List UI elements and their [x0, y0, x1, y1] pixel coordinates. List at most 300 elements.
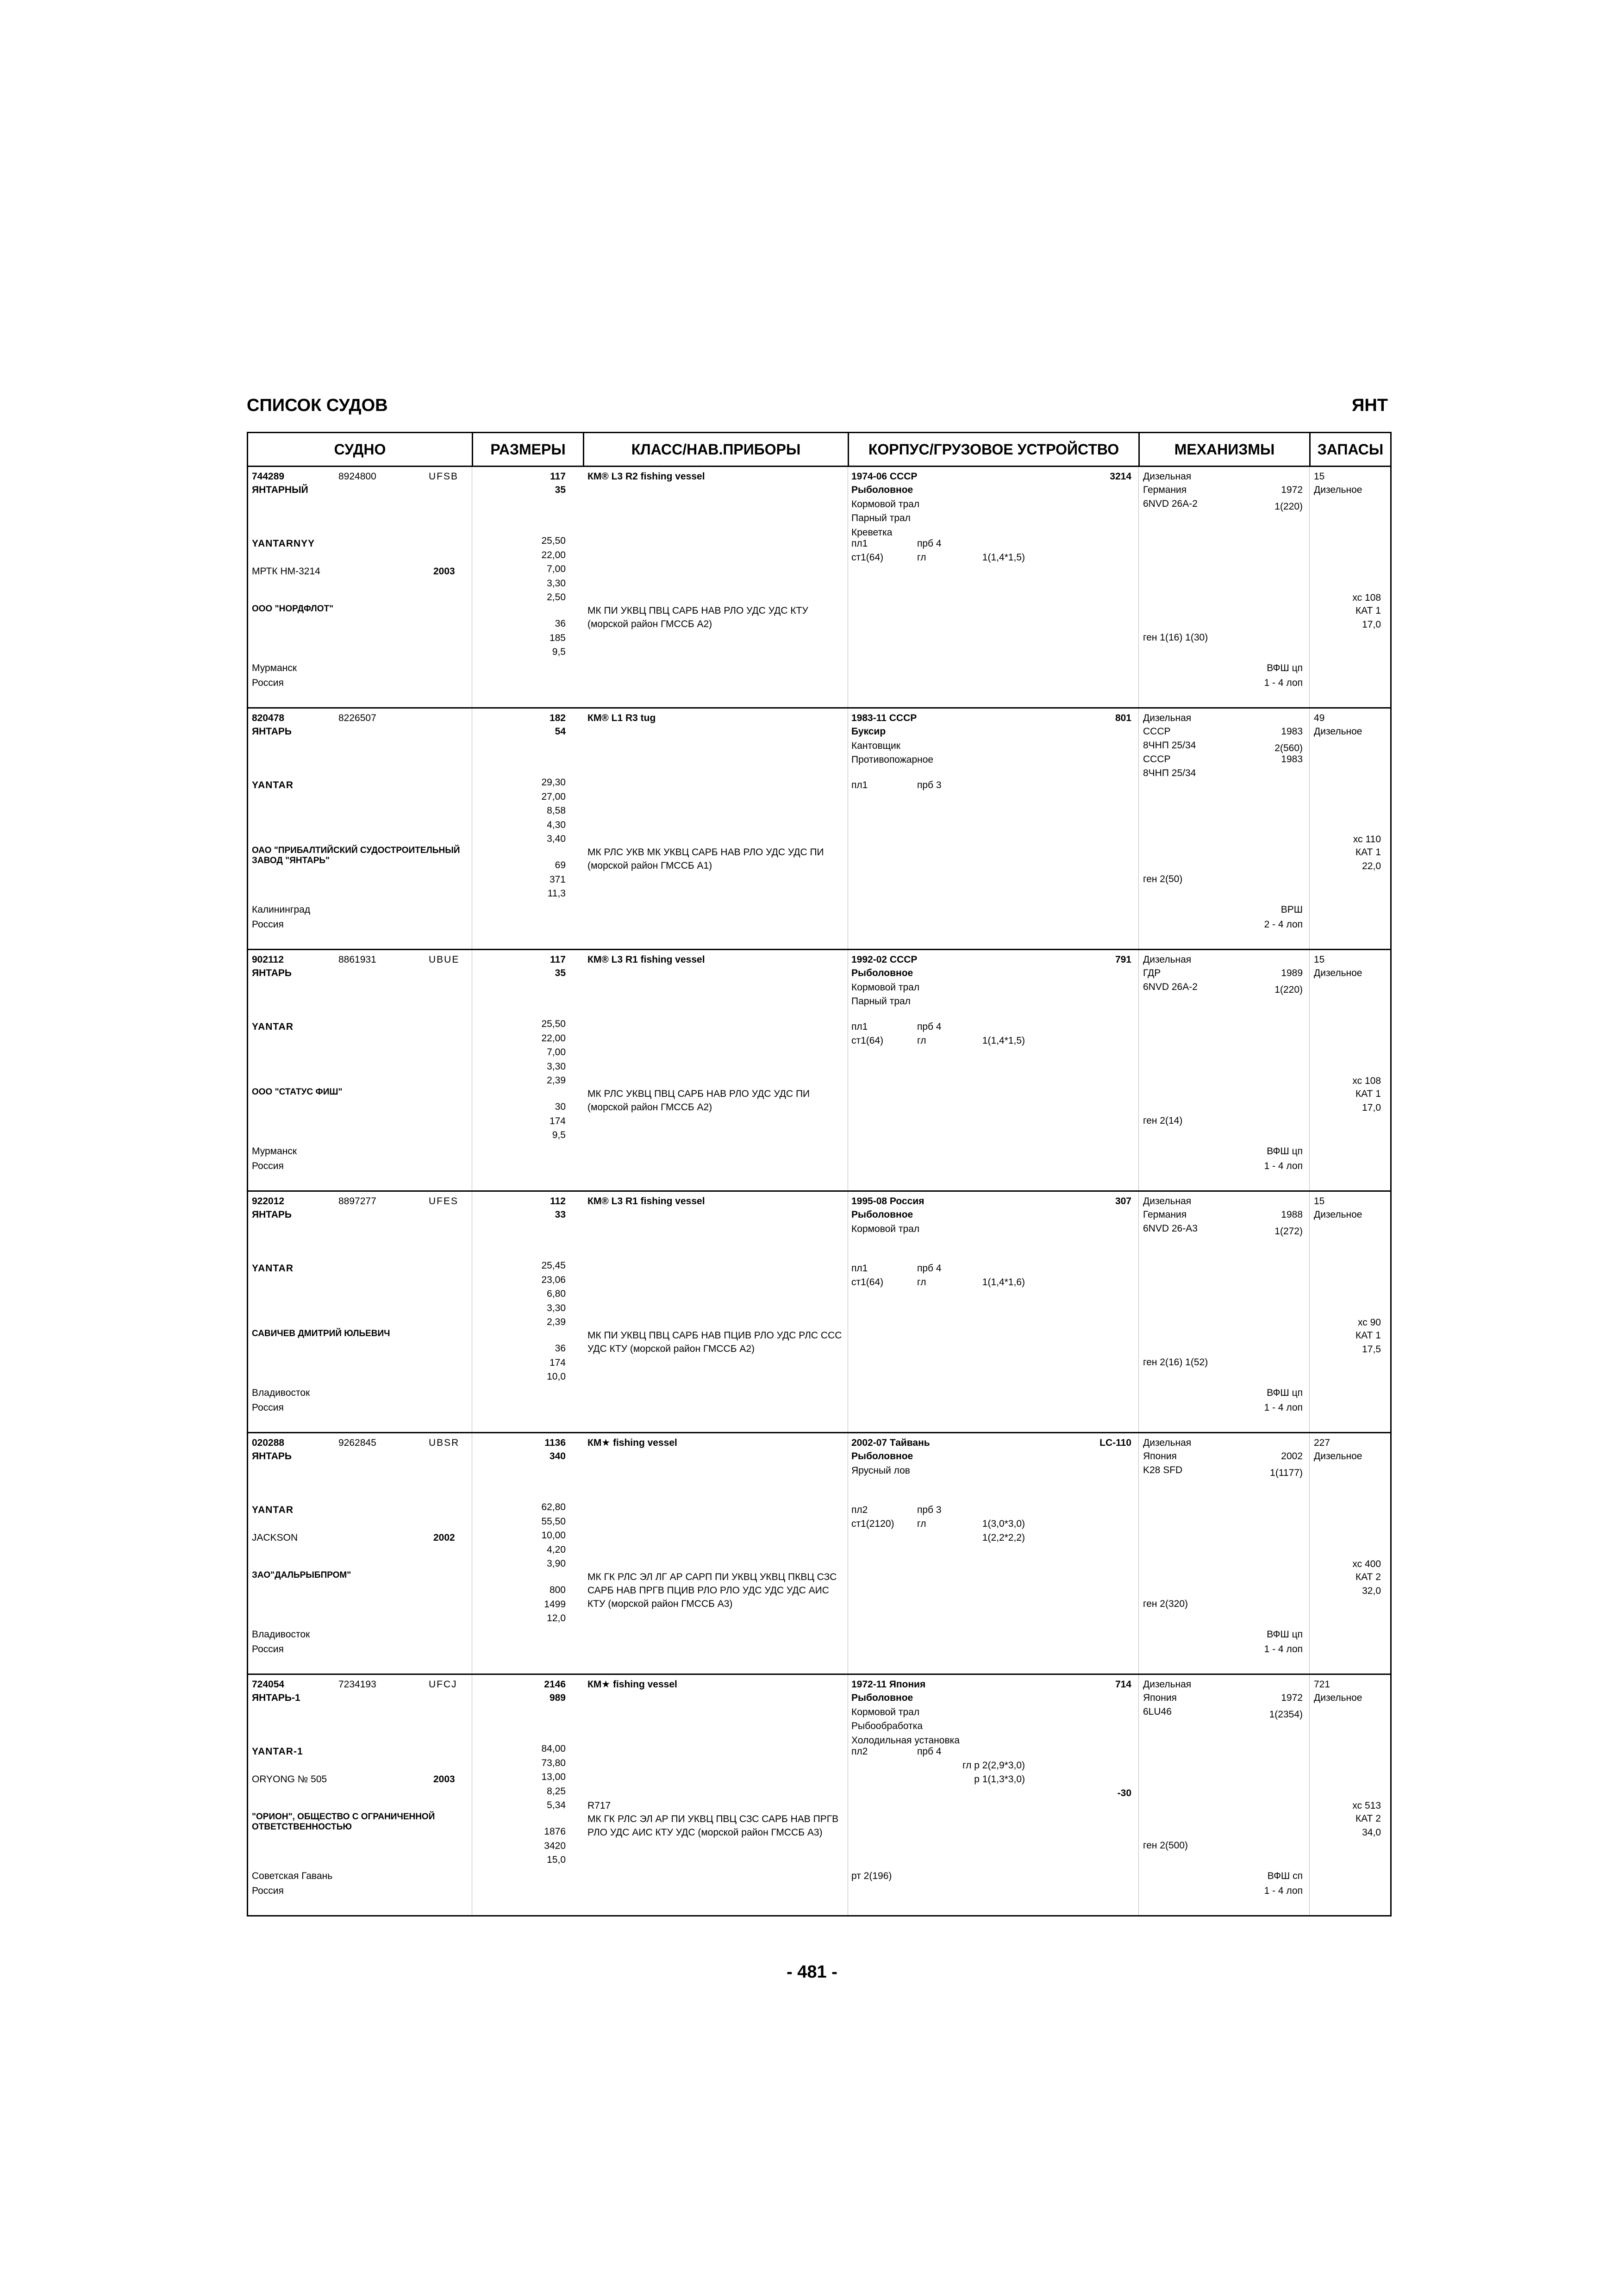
page-number: - 481 - — [787, 1962, 837, 1982]
dimension-value: 3,30 — [547, 1061, 566, 1072]
col-header-class: КЛАСС/НАВ.ПРИБОРЫ — [583, 433, 848, 466]
deadweight-value: 30 — [555, 1101, 566, 1112]
engine-detail-value: 1972 — [1281, 1692, 1303, 1703]
port: Калининград — [252, 904, 311, 915]
column-rule — [1138, 950, 1139, 1190]
deadweight-value: 371 — [549, 874, 566, 885]
cruising-range: хс 110 — [1353, 834, 1381, 845]
engine-detail: 8ЧНП 25/34 — [1143, 768, 1196, 778]
former-name: МРТК НМ-3214 — [252, 566, 320, 577]
propeller-type: ВФШ цп — [1267, 1146, 1303, 1157]
engine-detail-value: 1983 — [1281, 754, 1303, 765]
deadweight-value: 11,3 — [547, 888, 566, 899]
fuel-amount: 15 — [1314, 954, 1325, 965]
former-name: JACKSON — [252, 1532, 298, 1543]
net-tonnage: 340 — [549, 1451, 566, 1462]
cruising-range: хс 90 — [1358, 1317, 1381, 1328]
engine-detail: ГДР — [1143, 968, 1161, 978]
generators: ген 2(500) — [1143, 1840, 1188, 1851]
deadweight-value: 3420 — [544, 1840, 566, 1851]
hull-number: 714 — [1115, 1679, 1131, 1690]
dimension-value: 3,90 — [547, 1558, 566, 1569]
deadweight-value: 1499 — [544, 1599, 566, 1610]
col-header-dimensions: РАЗМЕРЫ — [472, 433, 583, 466]
cargo-extra: -30 — [1117, 1788, 1131, 1798]
country: Россия — [252, 1402, 284, 1413]
reg-number: 820478 — [252, 713, 285, 723]
engine-detail: СССР — [1143, 754, 1171, 765]
speed: 22,0 — [1362, 861, 1381, 871]
fuel-type: Дизельное — [1314, 1209, 1362, 1220]
build-info: 1995-08 Россия — [851, 1196, 924, 1207]
country: Россия — [252, 678, 284, 688]
cargo-item: гл — [917, 1518, 926, 1529]
country: Россия — [252, 919, 284, 930]
engine-detail: 6NVD 26A-2 — [1143, 498, 1198, 509]
ship-name: ЯНТАРЬ — [252, 1209, 292, 1220]
dimension-value: 27,00 — [541, 791, 566, 802]
class-notation: КМ® L3 R2 fishing vessel — [587, 471, 705, 482]
generators: ген 2(16) 1(52) — [1143, 1357, 1208, 1368]
ship-name-latin: YANTAR — [252, 780, 294, 790]
ship-record — [248, 950, 1390, 1192]
reg-number: 744289 — [252, 471, 285, 482]
nav-equipment: МК ГК РЛС ЭЛ ЛГ АР САРП ПИ УКВЦ УКВЦ ПКВЦ СЗС САРБ НАВ ПРГВ ПЦИВ РЛО РЛО УДС УДС УДС АИС КТУ (морской район ГМССБ А3) — [587, 1572, 840, 1609]
gross-tonnage: 182 — [549, 713, 566, 723]
engine-detail: СССР — [1143, 726, 1171, 737]
engine-type: Дизельная — [1143, 954, 1192, 965]
dimension-value: 8,58 — [547, 805, 566, 816]
port: Владивосток — [252, 1629, 310, 1640]
gross-tonnage: 1136 — [544, 1437, 566, 1448]
dimension-value: 3,30 — [547, 578, 566, 589]
port: Мурманск — [252, 1146, 297, 1157]
dimensions-list — [472, 1500, 566, 1571]
dimension-value: 25,50 — [541, 535, 566, 546]
port: Мурманск — [252, 663, 297, 673]
dimensions-list — [472, 1017, 566, 1088]
call-sign: UFES — [429, 1196, 459, 1207]
class-notation: КМ® L3 R1 fishing vessel — [587, 1196, 705, 1207]
cargo-item: гл р 2(2,9*3,0) — [962, 1760, 1025, 1771]
deadweight-list — [472, 1583, 566, 1626]
hull-type-line: Креветка — [851, 527, 893, 538]
hull-type-line: Рыболовное — [851, 1451, 913, 1462]
owner: ООО "СТАТУС ФИШ" — [252, 1087, 343, 1097]
owner: "ОРИОН", ОБЩЕСТВО С ОГРАНИЧЕННОЙ ОТВЕТСТВЕННОСТЬЮ — [252, 1812, 435, 1832]
column-rule — [1138, 1675, 1139, 1915]
cargo-item: пл2 — [851, 1505, 868, 1515]
hull-type-line: Рыболовное — [851, 1209, 913, 1220]
speed: 17,0 — [1362, 619, 1381, 630]
engine-detail: 6NVD 26A-2 — [1143, 982, 1198, 992]
build-info: 2002-07 Тайвань — [851, 1437, 930, 1448]
ship-record — [248, 709, 1390, 950]
engine-detail-value: 1(220) — [1274, 984, 1303, 995]
dimensions-list — [472, 1259, 566, 1330]
hull-type-line: Рыболовное — [851, 1692, 913, 1703]
deadweight-list — [472, 1825, 566, 1867]
dimension-value: 22,00 — [541, 1033, 566, 1044]
generators: ген 1(16) 1(30) — [1143, 632, 1208, 643]
hull-type-list — [851, 1450, 913, 1478]
build-info: 1972-11 Япония — [851, 1679, 926, 1690]
engine-detail: 6LU46 — [1143, 1706, 1172, 1717]
engine-detail-value: 2(560) — [1274, 743, 1303, 753]
speed: 17,5 — [1362, 1344, 1381, 1355]
propeller-type: ВФШ цп — [1267, 1629, 1303, 1640]
call-sign: UBSR — [429, 1437, 460, 1448]
engine-detail-value: 1(2354) — [1269, 1709, 1303, 1720]
hull-type-list — [851, 1208, 919, 1236]
engine-detail-value: 1(272) — [1274, 1226, 1303, 1237]
ship-record — [248, 1433, 1390, 1675]
hull-type-line: Буксир — [851, 726, 886, 737]
cargo-item: 1(1,4*1,5) — [982, 552, 1025, 563]
dimension-value: 7,00 — [547, 1047, 566, 1058]
ship-name-latin: YANTAR — [252, 1021, 294, 1032]
hull-type-line: Ярусный лов — [851, 1465, 910, 1476]
hull-type-line: Парный трал — [851, 996, 911, 1007]
hull-type-line: Парный трал — [851, 513, 911, 523]
dimension-value: 8,25 — [547, 1786, 566, 1797]
cargo-item: 1(3,0*3,0) — [982, 1518, 1025, 1529]
cruising-range: хс 108 — [1352, 1076, 1381, 1086]
hull-type-line: Кантовщик — [851, 740, 900, 751]
column-rule — [1309, 1192, 1310, 1432]
column-rule — [1309, 467, 1310, 707]
fuel-type: Дизельное — [1314, 1451, 1362, 1462]
propeller-type: ВРШ — [1280, 904, 1303, 915]
net-tonnage: 54 — [555, 726, 566, 737]
nav-equipment: МК ПИ УКВЦ ПВЦ САРБ НАВ ПЦИВ РЛО УДС РЛС ССС УДС КТУ (морской район ГМССБ А2) — [587, 1330, 845, 1354]
cargo-item: прб 4 — [917, 1021, 942, 1032]
dimension-value: 2,39 — [547, 1075, 566, 1086]
hull-type-line: Кормовой трал — [851, 982, 920, 993]
hull-number: 791 — [1115, 954, 1131, 965]
engine-detail-value: 1(220) — [1274, 501, 1303, 512]
dimension-value: 25,50 — [541, 1019, 566, 1029]
former-year: 2003 — [433, 566, 455, 577]
build-info: 1992-02 СССР — [851, 954, 918, 965]
owner: ЗАО"ДАЛЬРЫБПРОМ" — [252, 1570, 351, 1580]
owner: ОАО "ПРИБАЛТИЙСКИЙ СУДОСТРОИТЕЛЬНЫЙ ЗАВОД "ЯНТАРЬ" — [252, 846, 460, 865]
dimension-value: 6,80 — [547, 1288, 566, 1299]
propeller-type: ВФШ цп — [1267, 663, 1303, 673]
category: КАТ 1 — [1355, 1089, 1381, 1099]
dimensions-list — [472, 534, 566, 605]
ship-records — [248, 467, 1390, 1915]
speed: 17,0 — [1362, 1102, 1381, 1113]
cargo-item: прб 3 — [917, 1505, 942, 1515]
dimension-value: 4,20 — [547, 1544, 566, 1555]
dimension-value: 25,45 — [541, 1260, 566, 1271]
cargo-item: пл1 — [851, 1021, 868, 1032]
former-name: ORYONG № 505 — [252, 1774, 327, 1785]
gross-tonnage: 2146 — [544, 1679, 566, 1690]
cargo-item: пл1 — [851, 538, 868, 549]
category: КАТ 2 — [1355, 1813, 1381, 1824]
engine-detail: 6NVD 26-A3 — [1143, 1223, 1198, 1234]
deadweight-value: 174 — [549, 1357, 566, 1368]
nav-equipment: МК ПИ УКВЦ ПВЦ САРБ НАВ РЛО УДС УДС КТУ (морской район ГМССБ А2) — [587, 605, 811, 629]
dimensions-list — [472, 1742, 566, 1813]
imo-number: 7234193 — [338, 1679, 376, 1690]
cargo-item: ст1(64) — [851, 1035, 884, 1046]
deadweight-value: 185 — [549, 632, 566, 643]
dimension-value: 22,00 — [541, 549, 566, 560]
fuel-amount: 721 — [1314, 1679, 1330, 1690]
engine-detail-value: 2002 — [1281, 1451, 1303, 1462]
column-rule — [1138, 1433, 1139, 1674]
dimension-value: 23,06 — [541, 1274, 566, 1285]
call-sign: UFCJ — [429, 1679, 457, 1690]
engine-detail: Германия — [1143, 1209, 1187, 1220]
column-rule — [1138, 1192, 1139, 1432]
dimension-value: 5,34 — [547, 1800, 566, 1811]
nav-equipment: МК РЛС УКВЦ ПВЦ САРБ НАВ РЛО УДС УДС ПИ (морской район ГМССБ А2) — [587, 1089, 812, 1113]
ship-name: ЯНТАРЬ — [252, 1451, 292, 1462]
ship-record — [248, 1675, 1390, 1915]
cargo-item: р 1(1,3*3,0) — [974, 1774, 1025, 1785]
imo-number: 9262845 — [338, 1437, 376, 1448]
engine-detail: 8ЧНП 25/34 — [1143, 740, 1196, 751]
engine-detail: Япония — [1143, 1692, 1177, 1703]
former-year: 2003 — [433, 1774, 455, 1785]
fuel-amount: 15 — [1314, 471, 1325, 482]
dimension-value: 3,40 — [547, 834, 566, 844]
cargo-item: прб 4 — [917, 1263, 942, 1274]
gross-tonnage: 117 — [550, 954, 566, 965]
engine-detail: K28 SFD — [1143, 1465, 1183, 1475]
hull-type-line: Кормовой трал — [851, 1706, 920, 1717]
propeller-blades: 2 - 4 лоп — [1264, 919, 1303, 930]
gross-tonnage: 117 — [550, 471, 566, 482]
fuel-type: Дизельное — [1314, 485, 1362, 495]
cargo-item: 1(1,4*1,6) — [982, 1277, 1025, 1288]
cruising-range: хс 513 — [1352, 1800, 1381, 1811]
fuel-type: Дизельное — [1314, 968, 1362, 978]
col-header-hull: КОРПУС/ГРУЗОВОЕ УСТРОЙСТВО — [848, 433, 1138, 466]
deadweight-value: 36 — [555, 1343, 566, 1354]
cargo-item: прб 3 — [917, 780, 942, 790]
column-rule — [1309, 709, 1310, 949]
deadweight-value: 9,5 — [552, 1130, 566, 1140]
deadweight-value: 10,0 — [547, 1371, 566, 1382]
deadweight-value: 9,5 — [552, 647, 566, 657]
propeller-blades: 1 - 4 лоп — [1264, 678, 1303, 688]
owner: ООО "НОРДФЛОТ" — [252, 604, 334, 614]
engine-detail: Япония — [1143, 1451, 1177, 1462]
engine-detail-value: 1988 — [1281, 1209, 1303, 1220]
fuel-type: Дизельное — [1314, 1692, 1362, 1703]
fuel-amount: 15 — [1314, 1196, 1325, 1207]
column-rule — [1309, 1433, 1310, 1674]
col-header-supplies: ЗАПАСЫ — [1309, 433, 1390, 466]
cargo-item: прб 4 — [917, 538, 942, 549]
ship-record — [248, 1192, 1390, 1433]
engine-type: Дизельная — [1143, 713, 1192, 723]
column-rule — [1309, 1675, 1310, 1915]
hull-number: LC-110 — [1099, 1437, 1131, 1448]
speed: 32,0 — [1362, 1586, 1381, 1596]
cargo-item: гл — [917, 552, 926, 563]
deadweight-value: 174 — [549, 1115, 566, 1126]
cargo-item: гл — [917, 1277, 926, 1288]
cargo-item: ст1(64) — [851, 1277, 884, 1288]
category: КАТ 1 — [1355, 1330, 1381, 1341]
cargo-item: пл1 — [851, 1263, 868, 1274]
cargo-item: 1(1,4*1,5) — [982, 1035, 1025, 1046]
cargo-item: пл1 — [851, 780, 868, 790]
imo-number: 8861931 — [338, 954, 376, 965]
page-title: СПИСОК СУДОВ — [247, 396, 388, 415]
port: Владивосток — [252, 1388, 310, 1398]
engine-detail-value: 1989 — [1281, 968, 1303, 978]
hull-type-line: Кормовой трал — [851, 498, 920, 510]
dimension-value: 10,00 — [541, 1530, 566, 1541]
engine-detail-value: 1(1177) — [1270, 1468, 1303, 1478]
cargo-item: 1(2,2*2,2) — [982, 1532, 1025, 1543]
ship-name-latin: YANTAR — [252, 1263, 294, 1274]
port: Советская Гавань — [252, 1871, 333, 1881]
hull-type-line: Рыболовное — [851, 968, 913, 978]
cruising-range: хс 400 — [1352, 1559, 1381, 1569]
cargo-item: ст1(2120) — [851, 1518, 894, 1529]
table-header — [248, 433, 1390, 467]
dimension-value: 3,30 — [547, 1302, 566, 1313]
ship-name-latin: YANTARNYY — [252, 538, 315, 549]
ship-name: ЯНТАРЬ — [252, 968, 292, 978]
former-year: 2002 — [433, 1532, 455, 1543]
ship-name-latin: YANTAR-1 — [252, 1746, 303, 1757]
deadweight-value: 1876 — [544, 1826, 566, 1837]
propeller-blades: 1 - 4 лоп — [1264, 1644, 1303, 1655]
dimension-value: 62,80 — [541, 1502, 566, 1512]
imo-number: 8924800 — [338, 471, 376, 482]
dimension-value: 2,50 — [547, 592, 566, 603]
generators: ген 2(320) — [1143, 1599, 1188, 1609]
dimension-value: 2,39 — [547, 1317, 566, 1327]
build-info: 1983-11 СССР — [851, 713, 917, 723]
propeller-blades: 1 - 4 лоп — [1264, 1161, 1303, 1171]
class-notation: КМ® L1 R3 tug — [587, 713, 656, 723]
ship-name: ЯНТАРЬ-1 — [252, 1692, 300, 1703]
hull-type-list — [851, 725, 933, 767]
imo-number: 8897277 — [338, 1196, 376, 1207]
generators: ген 2(50) — [1143, 874, 1183, 884]
ship-record — [248, 467, 1390, 709]
deadweight-list — [472, 1100, 566, 1143]
propeller-type: ВФШ сп — [1267, 1871, 1303, 1881]
country: Россия — [252, 1161, 284, 1171]
hull-number: 3214 — [1110, 471, 1131, 482]
engine-detail: Германия — [1143, 485, 1187, 495]
deadweight-list — [472, 1342, 566, 1384]
nav-equipment: МК РЛС УКВ МК УКВЦ САРБ НАВ РЛО УДС УДС ПИ (морской район ГМССБ А1) — [587, 847, 827, 871]
hull-number: 801 — [1115, 713, 1131, 723]
hull-type-line: Противопожарное — [851, 754, 934, 765]
column-rule — [1138, 467, 1139, 707]
dimension-value: 55,50 — [541, 1516, 566, 1527]
engine-type: Дизельная — [1143, 1437, 1192, 1448]
imo-number: 8226507 — [338, 713, 376, 723]
ship-name: ЯНТАРНЫЙ — [252, 485, 308, 495]
owner: САВИЧЕВ ДМИТРИЙ ЮЛЬЕВИЧ — [252, 1329, 390, 1338]
class-notation: КМ★ fishing vessel — [587, 1679, 677, 1690]
col-header-ship: СУДНО — [334, 441, 386, 458]
cargo-item: ст1(64) — [851, 552, 884, 563]
fuel-type: Дизельное — [1314, 726, 1362, 737]
cruising-range: хс 108 — [1352, 592, 1381, 603]
nav-equipment: R717 МК ГК РЛС ЭЛ АР ПИ УКВЦ ПВЦ СЗС САРБ НАВ ПРГВ РЛО УДС АИС КТУ УДС (морской район ГМССБ А3) — [587, 1800, 839, 1838]
hull-type-line: Рыбообработка — [851, 1721, 923, 1731]
class-notation: КМ★ fishing vessel — [587, 1437, 677, 1448]
category: КАТ 1 — [1355, 847, 1381, 858]
dimension-value: 7,00 — [547, 564, 566, 574]
engine-type: Дизельная — [1143, 471, 1192, 482]
deadweight-value: 800 — [549, 1585, 566, 1595]
col-header-machinery: МЕХАНИЗМЫ — [1138, 433, 1309, 466]
category: КАТ 1 — [1355, 605, 1381, 616]
category: КАТ 2 — [1355, 1572, 1381, 1582]
propeller-blades: 1 - 4 лоп — [1264, 1885, 1303, 1896]
reg-number: 922012 — [252, 1196, 285, 1207]
deadweight-list — [472, 859, 566, 901]
hull-type-line: Рыболовное — [851, 485, 913, 495]
gross-tonnage: 112 — [550, 1196, 566, 1207]
cargo-item: прб 4 — [917, 1746, 942, 1757]
cargo-item: пл2 — [851, 1746, 868, 1757]
fuel-amount: 49 — [1314, 713, 1325, 723]
dimension-value: 13,00 — [541, 1772, 566, 1782]
deadweight-list — [472, 617, 566, 660]
dimension-value: 4,30 — [547, 819, 566, 830]
ship-name: ЯНТАРЬ — [252, 726, 292, 737]
engine-detail-value: 1972 — [1281, 485, 1303, 495]
column-rule — [1309, 950, 1310, 1190]
dimension-value: 84,00 — [541, 1743, 566, 1754]
cargo-item: гл — [917, 1035, 926, 1046]
dimension-value: 73,80 — [541, 1757, 566, 1768]
net-tonnage: 33 — [555, 1209, 566, 1220]
propeller-type: ВФШ цп — [1267, 1388, 1303, 1398]
net-tonnage: 989 — [549, 1692, 566, 1703]
engine-detail-value: 1983 — [1281, 726, 1303, 737]
country: Россия — [252, 1644, 284, 1655]
call-sign: UFSB — [429, 471, 459, 482]
country: Россия — [252, 1885, 284, 1896]
call-sign: UBUE — [429, 954, 460, 965]
hull-type-line: Холодильная установка — [851, 1735, 960, 1746]
hull-type-list — [851, 966, 919, 1009]
engine-type: Дизельная — [1143, 1196, 1192, 1207]
hull-number: 307 — [1115, 1196, 1131, 1207]
page-section-code: ЯНТ — [1352, 396, 1388, 415]
dimensions-list — [472, 776, 566, 846]
hull-bottom-note: рт 2(196) — [851, 1871, 892, 1881]
deadweight-value: 36 — [555, 618, 566, 629]
net-tonnage: 35 — [555, 968, 566, 978]
ship-name-latin: YANTAR — [252, 1505, 294, 1515]
net-tonnage: 35 — [555, 485, 566, 495]
reg-number: 724054 — [252, 1679, 285, 1690]
hull-type-list — [851, 1691, 960, 1748]
build-info: 1974-06 СССР — [851, 471, 918, 482]
deadweight-value: 69 — [555, 860, 566, 871]
ship-table — [247, 432, 1392, 1916]
propeller-blades: 1 - 4 лоп — [1264, 1402, 1303, 1413]
